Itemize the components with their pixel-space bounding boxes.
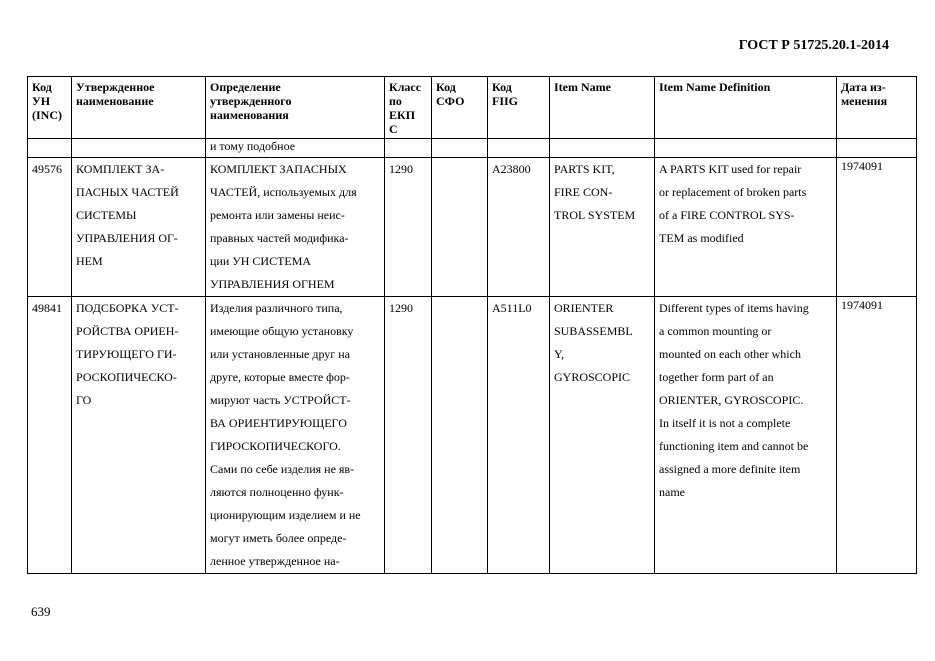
cell-text-line: ции УН СИСТЕМА bbox=[210, 254, 312, 268]
cell-text-line: НЕМ bbox=[76, 254, 103, 268]
cell-text-line: имеющие общую установку bbox=[210, 324, 354, 338]
cell-text-line: Item Name bbox=[554, 80, 611, 94]
cell-text-line: или установленные друг на bbox=[210, 347, 350, 361]
cell-item-name bbox=[550, 158, 655, 297]
cell-text-line: Код bbox=[492, 80, 512, 94]
cell-text-line: и тому подобное bbox=[210, 139, 296, 153]
cell-text-line: ПАСНЫХ ЧАСТЕЙ bbox=[76, 185, 179, 199]
cell-text-line: functioning item and cannot be bbox=[659, 439, 809, 453]
cell-text-line: наименование bbox=[76, 94, 154, 108]
cell-text-line: по bbox=[389, 94, 402, 108]
cell-text-line: or replacement of broken parts bbox=[659, 185, 807, 199]
col-header-definition bbox=[206, 77, 385, 139]
col-header-class bbox=[385, 77, 432, 139]
cell-code: 49841 bbox=[28, 297, 72, 574]
cell-text-line: of a FIRE CONTROL SYS- bbox=[659, 208, 795, 222]
cell-text-line: a common mounting or bbox=[659, 324, 772, 338]
cell-text-line: Item Name Definition bbox=[659, 80, 771, 94]
cell-class bbox=[385, 139, 432, 158]
cell-text-line: assigned a more definite item bbox=[659, 462, 801, 476]
cell-definition bbox=[206, 158, 385, 297]
cell-text-line: ТИРУЮЩЕГО ГИ- bbox=[76, 347, 177, 361]
data-table bbox=[27, 76, 917, 574]
cell-code bbox=[28, 139, 72, 158]
cell-item-definition bbox=[655, 297, 837, 574]
cell-text-line: TROL SYSTEM bbox=[554, 208, 636, 222]
cell-item-definition bbox=[655, 139, 837, 158]
header-row bbox=[28, 77, 917, 139]
cell-text-line: наименования bbox=[210, 108, 289, 122]
cell-text-line: In itself it is not a complete bbox=[659, 416, 791, 430]
cell-text-line: Определение bbox=[210, 80, 281, 94]
cell-definition bbox=[206, 297, 385, 574]
cell-text-line: TEM as modified bbox=[659, 231, 744, 245]
cell-text-line: мируют часть УСТРОЙСТ- bbox=[210, 393, 351, 407]
cell-text-line: ORIENTER, GYROSCOPIC. bbox=[659, 393, 804, 407]
cell-date: 1974091 bbox=[837, 158, 917, 297]
cell-text-line: УН bbox=[32, 94, 51, 108]
cell-date bbox=[837, 139, 917, 158]
cell-text-line: КОМПЛЕКТ ЗА- bbox=[76, 162, 165, 176]
cell-item-definition bbox=[655, 158, 837, 297]
cell-text-line: FIRE CON- bbox=[554, 185, 613, 199]
cell-text-line: Дата из- bbox=[841, 80, 886, 94]
cell-text-line: СИСТЕМЫ bbox=[76, 208, 137, 222]
cell-item-name bbox=[550, 297, 655, 574]
cell-text-line: УПРАВЛЕНИЯ ОГ- bbox=[76, 231, 178, 245]
cell-text-line: Утвержденное bbox=[76, 80, 155, 94]
cell-text-line: ВА ОРИЕНТИРУЮЩЕГО bbox=[210, 416, 347, 430]
cell-code: 49576 bbox=[28, 158, 72, 297]
cell-text-line: Код bbox=[32, 80, 52, 94]
cell-text-line: менения bbox=[841, 94, 888, 108]
cell-date: 1974091 bbox=[837, 297, 917, 574]
cell-text-line: ЧАСТЕЙ, используемых для bbox=[210, 185, 357, 199]
cell-class: 1290 bbox=[385, 158, 432, 297]
cell-text-line: УПРАВЛЕНИЯ ОГНЕМ bbox=[210, 277, 335, 291]
cell-text-line: правных частей модифика- bbox=[210, 231, 349, 245]
col-header-name bbox=[72, 77, 206, 139]
cell-text-line: ляются полноценно функ- bbox=[210, 485, 344, 499]
cell-text-line: Класс bbox=[389, 80, 422, 94]
cell-text-line: РОЙСТВА ОРИЕН- bbox=[76, 324, 179, 338]
cell-text-line: Y, bbox=[554, 347, 565, 361]
cell-text-line: A PARTS KIT used for repair bbox=[659, 162, 802, 176]
cell-text-line: С bbox=[389, 122, 398, 136]
cell-text-line: FIIG bbox=[492, 94, 519, 108]
table-row bbox=[28, 297, 917, 574]
cell-text-line: ПОДСБОРКА УСТ- bbox=[76, 301, 179, 315]
cell-text-line: ремонта или замены неис- bbox=[210, 208, 345, 222]
page-number: 639 bbox=[31, 604, 51, 619]
cell-text-line: РОСКОПИЧЕСКО- bbox=[76, 370, 177, 384]
cell-text-line: Different types of items having bbox=[659, 301, 809, 315]
cell-text-line: ционирующим изделием и не bbox=[210, 508, 361, 522]
cell-sfo bbox=[432, 297, 488, 574]
cell-text-line: ленное утвержденное на- bbox=[210, 554, 340, 568]
cell-text-line: GYROSCOPIC bbox=[554, 370, 631, 384]
cell-text-line: ORIENTER bbox=[554, 301, 614, 315]
cell-name bbox=[72, 139, 206, 158]
cell-text-line: together form part of an bbox=[659, 370, 774, 384]
cell-text-line: (INC) bbox=[32, 108, 62, 122]
cell-definition bbox=[206, 139, 385, 158]
col-header-date bbox=[837, 77, 917, 139]
cell-text-line: Изделия различного типа, bbox=[210, 301, 343, 315]
cell-text-line: Сами по себе изделия не яв- bbox=[210, 462, 355, 476]
cell-sfo bbox=[432, 139, 488, 158]
table-row bbox=[28, 158, 917, 297]
document-code: ГОСТ Р 51725.20.1-2014 bbox=[738, 38, 889, 53]
continuation-row bbox=[28, 139, 917, 158]
col-header-fiig bbox=[488, 77, 550, 139]
cell-fiig: A511L0 bbox=[488, 297, 550, 574]
cell-text-line: друге, которые вместе фор- bbox=[210, 370, 350, 384]
cell-name bbox=[72, 158, 206, 297]
cell-fiig bbox=[488, 139, 550, 158]
cell-text-line: ЕКП bbox=[389, 108, 416, 122]
cell-text-line: PARTS KIT, bbox=[554, 162, 615, 176]
cell-text-line: КОМПЛЕКТ ЗАПАСНЫХ bbox=[210, 162, 347, 176]
cell-text-line: могут иметь более опреде- bbox=[210, 531, 347, 545]
col-header-item-definition bbox=[655, 77, 837, 139]
col-header-item-name bbox=[550, 77, 655, 139]
col-header-code bbox=[28, 77, 72, 139]
cell-text-line: name bbox=[659, 485, 685, 499]
cell-item-name bbox=[550, 139, 655, 158]
cell-sfo bbox=[432, 158, 488, 297]
cell-text-line: Код bbox=[436, 80, 456, 94]
cell-text-line: утвержденного bbox=[210, 94, 292, 108]
cell-class: 1290 bbox=[385, 297, 432, 574]
cell-name bbox=[72, 297, 206, 574]
cell-text-line: mounted on each other which bbox=[659, 347, 801, 361]
cell-text-line: ГИРОСКОПИЧЕСКОГО. bbox=[210, 439, 341, 453]
cell-text-line: СФО bbox=[436, 94, 465, 108]
cell-text-line: ГО bbox=[76, 393, 92, 407]
cell-fiig: A23800 bbox=[488, 158, 550, 297]
col-header-sfo bbox=[432, 77, 488, 139]
cell-text-line: SUBASSEMBL bbox=[554, 324, 633, 338]
